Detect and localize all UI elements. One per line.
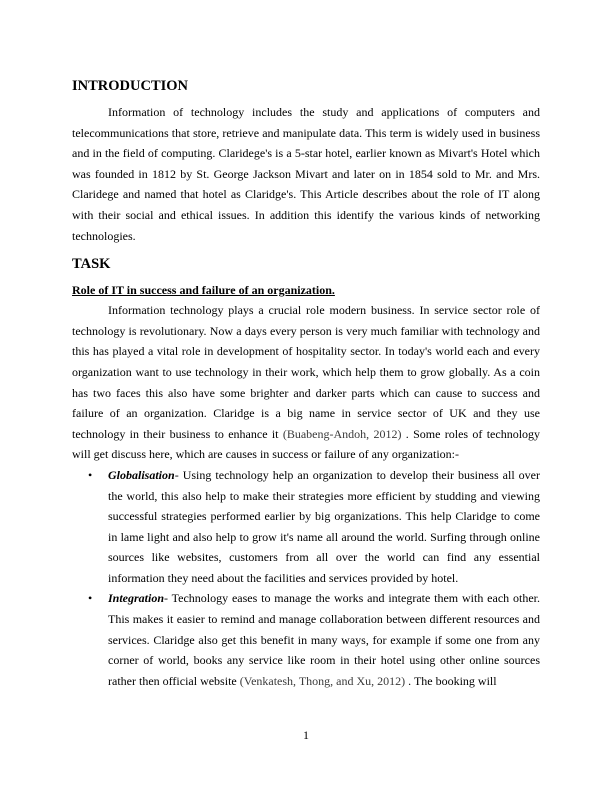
task-paragraph-text: Information technology plays a crucial role modern business. In service sector role of technology is revolutionary. Now a days every person is very much familiar with technology and this has played a vital role in development of hospitality sector. In today's world each and every organization want to use technology in their work, which help them to grow globally. As a coin has two faces this also have some brighter and darker parts which can cause to success and failure of an organization. Claridge is a big name in service sector of UK and they use technology in their business to enhance it (72, 303, 540, 441)
task-paragraph (72, 300, 540, 465)
bullet-icon: • (88, 591, 93, 606)
list-item-term: Globalisation (108, 467, 175, 482)
task-subheading: Role of IT in success and failure of an organization. (72, 283, 335, 298)
introduction-heading: INTRODUCTION (72, 78, 189, 94)
bullet-icon: • (88, 467, 93, 482)
document-page (72, 76, 540, 691)
list-item-text: - Technology eases to manage the works and integrate them with each other. This makes it easier to remind and manage collaboration between different resources and services. Claridge also get this benefit in many ways, for example if some one from any corner of world, books any service like room in their hotel using other online sources rather then official website (108, 591, 540, 688)
introduction-paragraph: Information of technology includes the study and applications of computers and telecommunications that store, retrieve and manipulate data. This term is widely used in business and in the field of computing. Claridege's is a 5-star hotel, earlier known as Mivart's Hotel which was founded in 1812 by St. George Jackson Mivart and later on in 1854 sold to Mr. and Mrs. Claridege and named that hotel as Claridge's. This Article describes about the role of IT along with their social and ethical issues. In addition this identify the various kinds of networking technologies. (72, 105, 540, 243)
task-paragraph-text-end: . Some roles of technology will get discuss here, which are causes in success or failure of any organization:- (72, 426, 541, 462)
list-item-text-end: . The booking will (408, 673, 497, 688)
list-item (72, 588, 540, 691)
list-item (72, 465, 540, 589)
list-item-term: Integration (108, 591, 165, 606)
page-number: 1 (303, 728, 309, 742)
citation: (Buabeng-Andoh, 2012) (282, 426, 402, 441)
list-item-text: - Using technology help an organization to develop their business all over the world, this also help to make their strategies more efficient by studding and viewing successful strategies performed earlier by big organizations. This help Claridge to come in lame light and also help to grow it's name all around the world. Surfing through online sources like websites, customers from all over the world can find any essential information they need about the facilities and services provided by hotel. (108, 467, 540, 585)
task-heading: TASK (72, 256, 111, 273)
citation: (Venkatesh, Thong, and Xu, 2012) (239, 673, 406, 688)
roles-list (72, 465, 540, 692)
